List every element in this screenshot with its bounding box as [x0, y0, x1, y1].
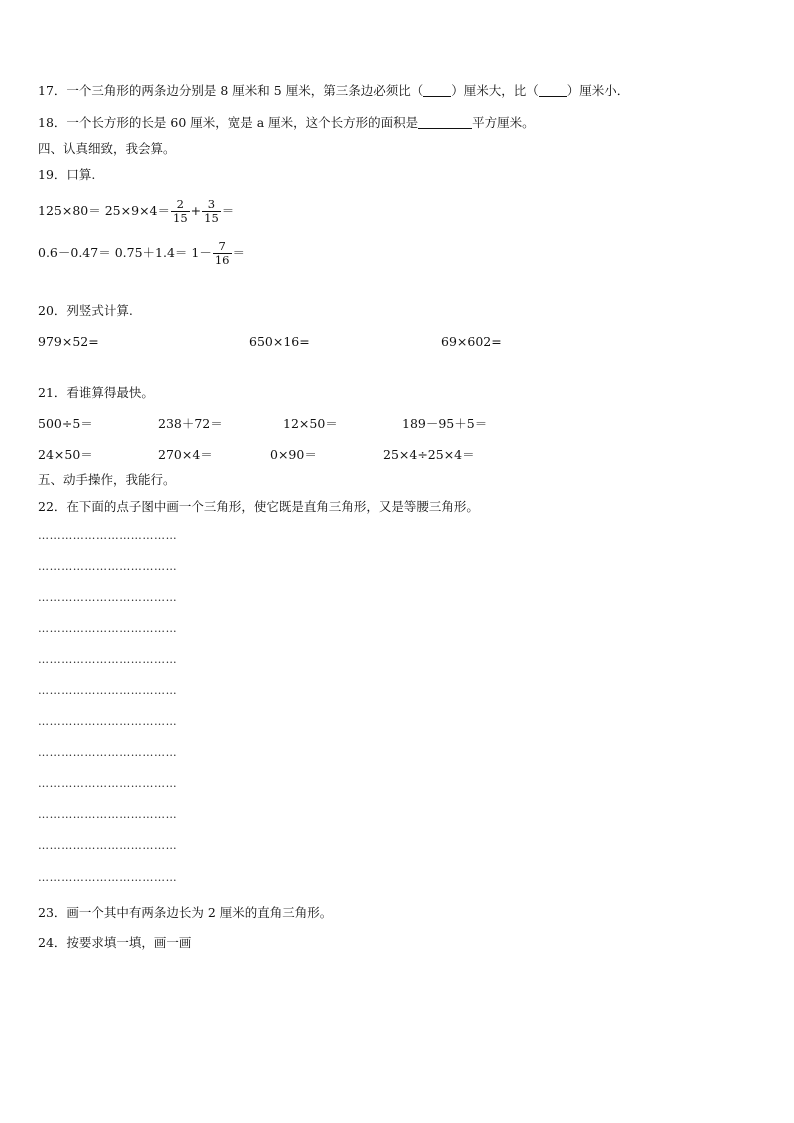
- dot-row[interactable]: ………………………………: [38, 839, 178, 852]
- question-text: 一个长方形的长是 60 厘米，宽是 a 厘米，这个长方形的面积是: [66, 115, 419, 130]
- question-title: 看谁算得最快。: [66, 385, 154, 400]
- equals-sign: ＝: [221, 203, 235, 218]
- dot-row[interactable]: ………………………………: [38, 777, 178, 790]
- dot-row[interactable]: ………………………………: [38, 622, 178, 635]
- dot-row[interactable]: ………………………………: [38, 653, 178, 666]
- question-17: [38, 83, 629, 99]
- vertical-calc-item: 979×52=: [38, 334, 99, 349]
- oral-calc-item: 0.6－0.47＝: [38, 245, 111, 260]
- quick-calc-item: 189－95＋5＝: [402, 416, 488, 431]
- answer-blank[interactable]: [539, 84, 567, 97]
- oral-calc-row-1: [38, 196, 234, 226]
- dot-row[interactable]: ………………………………: [38, 715, 178, 728]
- question-title: 列竖式计算.: [66, 303, 133, 318]
- question-text: ）厘米大，比（: [451, 83, 539, 98]
- question-number: 23．: [38, 905, 67, 920]
- question-text: 在下面的点子图中画一个三角形，使它既是直角三角形，又是等腰三角形。: [66, 499, 479, 514]
- question-number: 18．: [38, 115, 67, 130]
- dot-row[interactable]: ………………………………: [38, 808, 178, 821]
- question-20: [38, 303, 133, 319]
- vertical-calc-item: 650×16=: [249, 334, 310, 349]
- fraction-numerator: 3: [207, 197, 216, 211]
- fraction: [213, 240, 232, 267]
- question-19: [38, 167, 95, 183]
- oral-calc-item: 25×9×4＝: [104, 203, 170, 218]
- question-number: 19．: [38, 167, 67, 182]
- plus-sign: +: [190, 203, 202, 218]
- quick-calc-item: 500÷5＝: [38, 416, 93, 431]
- section-heading-5: 五、动手操作，我能行。: [38, 472, 176, 487]
- question-number: 17．: [38, 83, 67, 98]
- quick-calc-item: 0×90＝: [270, 447, 317, 462]
- oral-calc-item: 1－: [191, 245, 212, 260]
- answer-blank[interactable]: [423, 84, 451, 97]
- question-text: ）厘米小．: [566, 83, 630, 98]
- answer-blank[interactable]: [418, 116, 472, 129]
- oral-calc-item: 0.75＋1.4＝: [114, 245, 188, 260]
- question-number: 20．: [38, 303, 67, 318]
- question-text: 按要求填一填，画一画: [66, 935, 192, 950]
- vertical-calc-item: 69×602=: [441, 334, 502, 349]
- fraction-numerator: 7: [218, 239, 226, 253]
- equals-sign: ＝: [232, 245, 246, 260]
- question-24: [38, 935, 191, 951]
- question-18: [38, 115, 535, 131]
- fraction-denominator: 15: [173, 211, 188, 225]
- fraction-numerator: 2: [176, 197, 184, 211]
- quick-calc-item: 270×4＝: [158, 447, 213, 462]
- fraction-denominator: 15: [204, 211, 219, 225]
- question-text: 平方厘米。: [472, 115, 535, 130]
- quick-calc-item: 12×50＝: [283, 416, 338, 431]
- section-heading-4: 四、认真细致，我会算。: [38, 141, 176, 156]
- dot-row[interactable]: ………………………………: [38, 684, 178, 697]
- question-text: 画一个其中有两条边长为 2 厘米的直角三角形。: [66, 905, 333, 920]
- fraction: [202, 198, 221, 225]
- oral-calc-item: 125×80＝: [38, 203, 101, 218]
- quick-calc-item: 24×50＝: [38, 447, 93, 462]
- question-text: 一个三角形的两条边分别是 8 厘米和 5 厘米，第三条边必须比（: [66, 83, 424, 98]
- dot-row[interactable]: ………………………………: [38, 871, 178, 884]
- dot-row[interactable]: ………………………………: [38, 560, 178, 573]
- question-22: [38, 499, 479, 515]
- dot-row[interactable]: ………………………………: [38, 746, 178, 759]
- question-number: 24．: [38, 935, 67, 950]
- fraction-denominator: 16: [214, 253, 230, 267]
- question-23: [38, 905, 332, 921]
- fraction: [171, 198, 190, 225]
- quick-calc-item: 25×4÷25×4＝: [383, 447, 475, 462]
- dot-row[interactable]: ………………………………: [38, 529, 178, 542]
- dot-row[interactable]: ………………………………: [38, 591, 178, 604]
- question-number: 21．: [38, 385, 67, 400]
- question-number: 22．: [38, 499, 67, 514]
- oral-calc-row-2: [38, 238, 245, 268]
- quick-calc-item: 238＋72＝: [158, 416, 223, 431]
- question-title: 口算.: [66, 167, 96, 182]
- question-21: [38, 385, 154, 401]
